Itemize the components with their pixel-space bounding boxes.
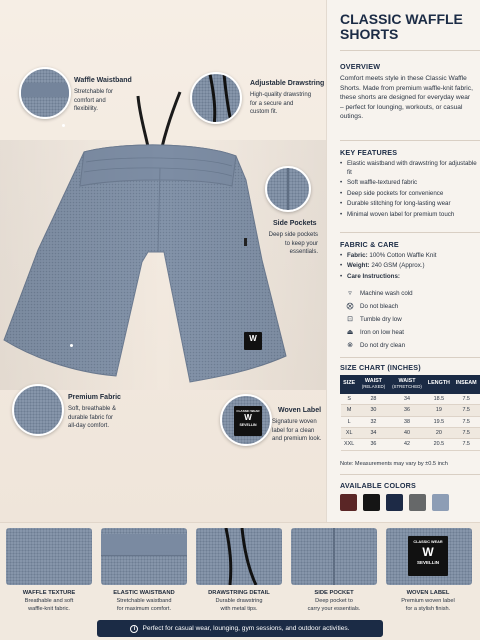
list-item: • Fabric: 100% Cotton Waffle Knit — [340, 252, 480, 261]
key-features-heading: KEY FEATURES — [340, 148, 398, 157]
adjustable-drawstring-circle — [190, 72, 242, 124]
no-dry-clean-icon: ⊗ — [347, 342, 353, 349]
size-chart-table — [340, 375, 480, 451]
callout-dot — [70, 344, 73, 347]
product-info-panel — [326, 0, 480, 522]
color-swatch-maroon[interactable] — [340, 494, 357, 511]
brand-logo-icon: W — [249, 334, 257, 343]
brand-logo-icon: W — [422, 545, 434, 559]
thumb-woven-label — [386, 528, 472, 585]
wash-icon: ▿ — [348, 290, 352, 297]
list-item: • Care Instructions: — [340, 273, 480, 282]
list-item: • Weight: 240 GSM (Approx.) — [340, 262, 480, 271]
thumb-title: WOVEN LABEL — [406, 590, 450, 596]
woven-label-circle — [220, 394, 272, 446]
overview-text: Comfort meets style in these Classic Waffle Shorts. Made from premium waffle-knit fabric, these shorts are designed for everyday wear – perfect for lounging, workouts, or casual outings. — [340, 75, 473, 121]
thumb-title: WAFFLE TEXTURE — [22, 590, 76, 596]
thumb-waffle-texture — [6, 528, 92, 585]
thumb-desc: Premium woven label for a stylish finish. — [401, 598, 455, 612]
list-item: • Deep side pockets for convenience — [340, 190, 480, 199]
premium-fabric-desc: Soft, breathable & durable fabric for all-day comfort. — [68, 406, 117, 430]
banner-text: Perfect for casual wear, lounging, gym sessions, and outdoor activities. — [142, 625, 350, 632]
table-row: XL 34 40 20 7.5 — [341, 427, 480, 438]
divider — [340, 140, 480, 141]
care-item: ⏏ Iron on low heat — [346, 328, 405, 336]
table-header: WAIST (STRETCHED) — [389, 376, 425, 394]
usage-banner — [97, 620, 383, 637]
premium-fabric-circle — [12, 384, 64, 436]
thumb-desc: Deep pocket to carry your essentials. — [307, 598, 361, 612]
overview-heading: OVERVIEW — [340, 62, 381, 71]
key-features-list — [340, 160, 480, 221]
fabric-care-list — [340, 252, 480, 283]
info-icon: i — [130, 625, 138, 633]
size-chart-note: Note: Measurements may vary by ±0.5 inch — [340, 461, 448, 467]
fabric-care-heading: FABRIC & CARE — [340, 240, 399, 249]
care-item: ⊡ Tumble dry low — [345, 315, 402, 323]
adjustable-drawstring-title: Adjustable Drawstring — [250, 80, 325, 87]
color-swatch-slate-blue[interactable] — [432, 494, 449, 511]
color-swatch-black[interactable] — [363, 494, 380, 511]
callout-dot — [62, 124, 65, 127]
thumb-desc: Breathable and soft waffle-knit fabric. — [24, 598, 74, 612]
thumb-drawstring-detail — [196, 528, 282, 585]
table-header: LENGTH — [425, 376, 453, 394]
side-pockets-circle — [265, 166, 311, 212]
table-header: INSEAM — [453, 376, 480, 394]
list-item: • Soft waffle-textured fabric — [340, 179, 480, 188]
thumb-elastic-waistband — [101, 528, 187, 585]
table-header: WAIST (RELAXED) — [358, 376, 389, 394]
thumb-desc: Stretchable waistband for maximum comfort. — [116, 598, 172, 612]
woven-label-closeup: CLASSIC WEAR W SEVELLIN — [408, 536, 448, 576]
divider — [340, 232, 480, 233]
side-pockets-title: Side Pockets — [273, 220, 317, 227]
care-item: ⨂ Do not bleach — [346, 302, 399, 310]
list-item: • Durable stitching for long-lasting wear — [340, 200, 480, 209]
thumb-side-pocket — [291, 528, 377, 585]
table-header-row — [341, 376, 480, 394]
drawstring-icon — [196, 528, 282, 585]
brand-logo-icon: W — [244, 413, 252, 422]
table-row: XXL 36 42 20.5 7.5 — [341, 439, 480, 450]
waffle-waistband-circle — [19, 67, 71, 119]
available-colors-heading: AVAILABLE COLORS — [340, 481, 417, 490]
color-swatch-charcoal[interactable] — [409, 494, 426, 511]
thumb-title: DRAWSTRING DETAIL — [208, 590, 270, 596]
woven-label-patch — [244, 332, 262, 350]
table-row: L 32 38 19.5 7.5 — [341, 416, 480, 427]
woven-label-closeup: CLASSIC WEAR W SEVELLIN — [234, 406, 262, 436]
divider — [340, 357, 480, 358]
thumb-desc: Durable drawstring with metal tips. — [215, 598, 263, 612]
product-title: CLASSIC WAFFLE SHORTS — [340, 11, 463, 42]
iron-icon: ⏏ — [346, 329, 354, 336]
premium-fabric-title: Premium Fabric — [68, 394, 121, 401]
no-bleach-icon: ⨂ — [346, 303, 354, 310]
table-header: SIZE — [341, 376, 358, 394]
size-chart-heading: SIZE CHART (INCHES) — [340, 363, 421, 372]
care-item: ⊗ Do not dry clean — [345, 341, 405, 349]
thumb-title: ELASTIC WAISTBAND — [113, 590, 175, 596]
color-swatch-navy[interactable] — [386, 494, 403, 511]
list-item: • Elastic waistband with drawstring for adjustable fit — [340, 160, 480, 177]
adjustable-drawstring-desc: High-quality drawstring for a secure and custom fit. — [250, 92, 312, 116]
thumb-title: SIDE POCKET — [314, 590, 354, 596]
waffle-waistband-desc: Stretchable for comfort and flexibility. — [74, 89, 114, 113]
woven-label-title: Woven Label — [278, 407, 322, 414]
care-item: ▿ Machine wash cold — [345, 289, 413, 297]
side-pockets-desc: Deep side pockets to keep your essentials. — [268, 232, 318, 256]
woven-label-desc: Signature woven label for a clean and premium look. — [272, 419, 322, 443]
divider — [340, 474, 480, 475]
list-item: • Minimal woven label for premium touch — [340, 211, 480, 220]
divider — [340, 50, 480, 51]
waffle-waistband-title: Waffle Waistband — [74, 77, 132, 84]
table-row: S 28 34 18.5 7.5 — [341, 393, 480, 404]
table-row: M 30 36 19 7.5 — [341, 405, 480, 416]
tumble-dry-icon: ⊡ — [347, 316, 353, 323]
